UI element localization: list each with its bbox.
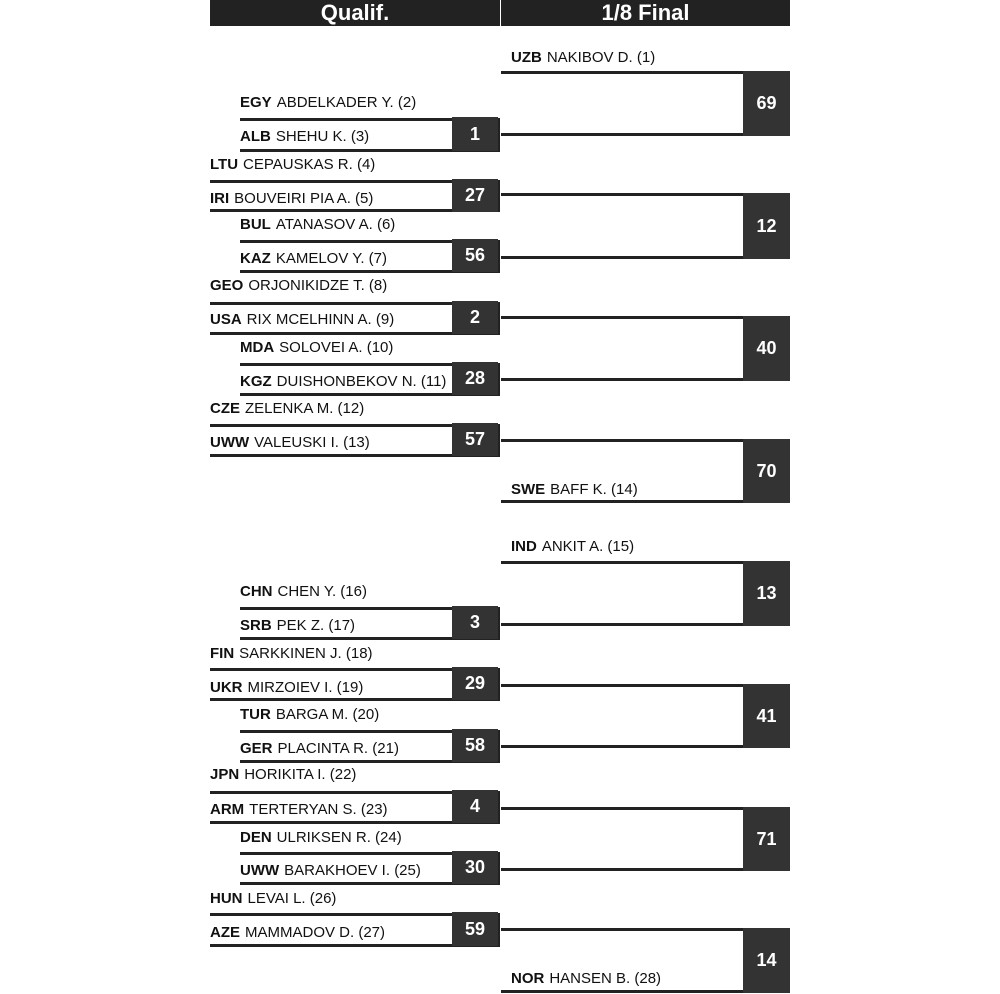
bout-number: 69 bbox=[743, 71, 790, 136]
final-header: 1/8 Final bbox=[501, 0, 790, 26]
athlete-entry bbox=[511, 970, 661, 988]
country-code: EGY bbox=[240, 94, 272, 111]
bout-number: 40 bbox=[743, 316, 790, 381]
country-code: MDA bbox=[240, 339, 275, 356]
athlete-name: BOUVEIRI PIA A. (5) bbox=[234, 190, 374, 207]
athlete-entry bbox=[511, 49, 655, 67]
country-code: NOR bbox=[511, 970, 545, 987]
bout-number: 41 bbox=[743, 684, 790, 748]
athlete-name: TERTERYAN S. (23) bbox=[249, 801, 388, 818]
bout-number: 3 bbox=[452, 606, 498, 639]
athlete-entry bbox=[240, 94, 416, 112]
country-code: CZE bbox=[210, 400, 240, 417]
athlete-name: SHEHU K. (3) bbox=[275, 128, 370, 145]
bout-number: 27 bbox=[452, 179, 498, 212]
country-code: UWW bbox=[210, 434, 250, 451]
country-code: UWW bbox=[240, 862, 280, 879]
country-code: DEN bbox=[240, 829, 272, 846]
athlete-name: ORJONIKIDZE T. (8) bbox=[248, 277, 388, 294]
country-code: UZB bbox=[511, 49, 542, 66]
country-code: USA bbox=[210, 311, 242, 328]
country-code: GEO bbox=[210, 277, 244, 294]
bout-number: 1 bbox=[452, 117, 498, 151]
country-code: IRI bbox=[210, 190, 230, 207]
athlete-entry bbox=[240, 617, 452, 635]
bout-number: 12 bbox=[743, 193, 790, 259]
athlete-entry bbox=[511, 481, 638, 499]
athlete-name: SARKKINEN J. (18) bbox=[239, 645, 373, 662]
athlete-entry bbox=[511, 538, 634, 556]
country-code: UKR bbox=[210, 679, 243, 696]
bout-number: 57 bbox=[452, 423, 498, 456]
athlete-name: MIRZOIEV I. (19) bbox=[247, 679, 364, 696]
country-code: HUN bbox=[210, 890, 243, 907]
bout-number: 56 bbox=[452, 239, 498, 272]
athlete-entry bbox=[240, 583, 367, 601]
athlete-name: CHEN Y. (16) bbox=[277, 583, 367, 600]
bout-number: 29 bbox=[452, 667, 498, 700]
athlete-name: KAMELOV Y. (7) bbox=[275, 250, 387, 267]
athlete-entry bbox=[240, 829, 402, 847]
athlete-entry bbox=[210, 890, 336, 908]
bout-number: 59 bbox=[452, 912, 498, 946]
bout-number: 4 bbox=[452, 790, 498, 823]
athlete-name: BAFF K. (14) bbox=[550, 481, 638, 498]
bout-number: 70 bbox=[743, 439, 790, 503]
athlete-name: ATANASOV A. (6) bbox=[275, 216, 396, 233]
country-code: AZE bbox=[210, 924, 240, 941]
country-code: CHN bbox=[240, 583, 273, 600]
athlete-entry bbox=[210, 156, 375, 174]
athlete-name: CEPAUSKAS R. (4) bbox=[243, 156, 376, 173]
athlete-name: PLACINTA R. (21) bbox=[277, 740, 399, 757]
athlete-entry bbox=[210, 311, 452, 329]
country-code: SRB bbox=[240, 617, 272, 634]
athlete-name: VALEUSKI I. (13) bbox=[254, 434, 370, 451]
country-code: BUL bbox=[240, 216, 271, 233]
athlete-name: HANSEN B. (28) bbox=[549, 970, 662, 987]
bout-number: 28 bbox=[452, 362, 498, 395]
athlete-name: NAKIBOV D. (1) bbox=[546, 49, 656, 66]
athlete-entry bbox=[210, 434, 452, 452]
bout-number: 2 bbox=[452, 301, 498, 334]
athlete-entry bbox=[240, 339, 393, 357]
athlete-entry bbox=[210, 679, 452, 697]
athlete-name: RIX MCELHINN A. (9) bbox=[246, 311, 395, 328]
athlete-name: LEVAI L. (26) bbox=[247, 890, 337, 907]
country-code: GER bbox=[240, 740, 273, 757]
athlete-name: MAMMADOV D. (27) bbox=[245, 924, 386, 941]
qualif-header: Qualif. bbox=[210, 0, 500, 26]
athlete-name: ANKIT A. (15) bbox=[541, 538, 635, 555]
bout-number: 58 bbox=[452, 729, 498, 762]
athlete-entry bbox=[240, 706, 379, 724]
athlete-entry bbox=[210, 766, 356, 784]
bout-number: 30 bbox=[452, 851, 498, 884]
athlete-name: HORIKITA I. (22) bbox=[244, 766, 357, 783]
country-code: JPN bbox=[210, 766, 240, 783]
athlete-entry bbox=[240, 250, 452, 268]
athlete-name: ULRIKSEN R. (24) bbox=[276, 829, 402, 846]
athlete-entry bbox=[240, 862, 452, 880]
athlete-name: ABDELKADER Y. (2) bbox=[276, 94, 417, 111]
athlete-name: DUISHONBEKOV N. (11) bbox=[276, 373, 447, 390]
country-code: LTU bbox=[210, 156, 239, 173]
athlete-entry bbox=[240, 740, 452, 758]
bout-number: 14 bbox=[743, 928, 790, 993]
athlete-entry bbox=[210, 190, 452, 208]
country-code: TUR bbox=[240, 706, 271, 723]
athlete-entry bbox=[210, 645, 373, 663]
athlete-entry bbox=[240, 216, 395, 234]
athlete-name: ZELENKA M. (12) bbox=[245, 400, 365, 417]
bout-number: 71 bbox=[743, 807, 790, 871]
athlete-entry bbox=[210, 924, 452, 942]
country-code: FIN bbox=[210, 645, 235, 662]
country-code: ARM bbox=[210, 801, 245, 818]
bout-number: 13 bbox=[743, 561, 790, 626]
athlete-name: BARGA M. (20) bbox=[275, 706, 380, 723]
athlete-entry bbox=[210, 801, 452, 819]
athlete-entry bbox=[240, 373, 452, 391]
athlete-name: BARAKHOEV I. (25) bbox=[284, 862, 421, 879]
athlete-name: PEK Z. (17) bbox=[276, 617, 356, 634]
athlete-entry bbox=[240, 128, 452, 146]
athlete-entry bbox=[210, 277, 387, 295]
country-code: KAZ bbox=[240, 250, 271, 267]
athlete-name: SOLOVEI A. (10) bbox=[279, 339, 394, 356]
country-code: KGZ bbox=[240, 373, 272, 390]
country-code: IND bbox=[511, 538, 537, 555]
country-code: ALB bbox=[240, 128, 271, 145]
athlete-entry bbox=[210, 400, 364, 418]
country-code: SWE bbox=[511, 481, 546, 498]
